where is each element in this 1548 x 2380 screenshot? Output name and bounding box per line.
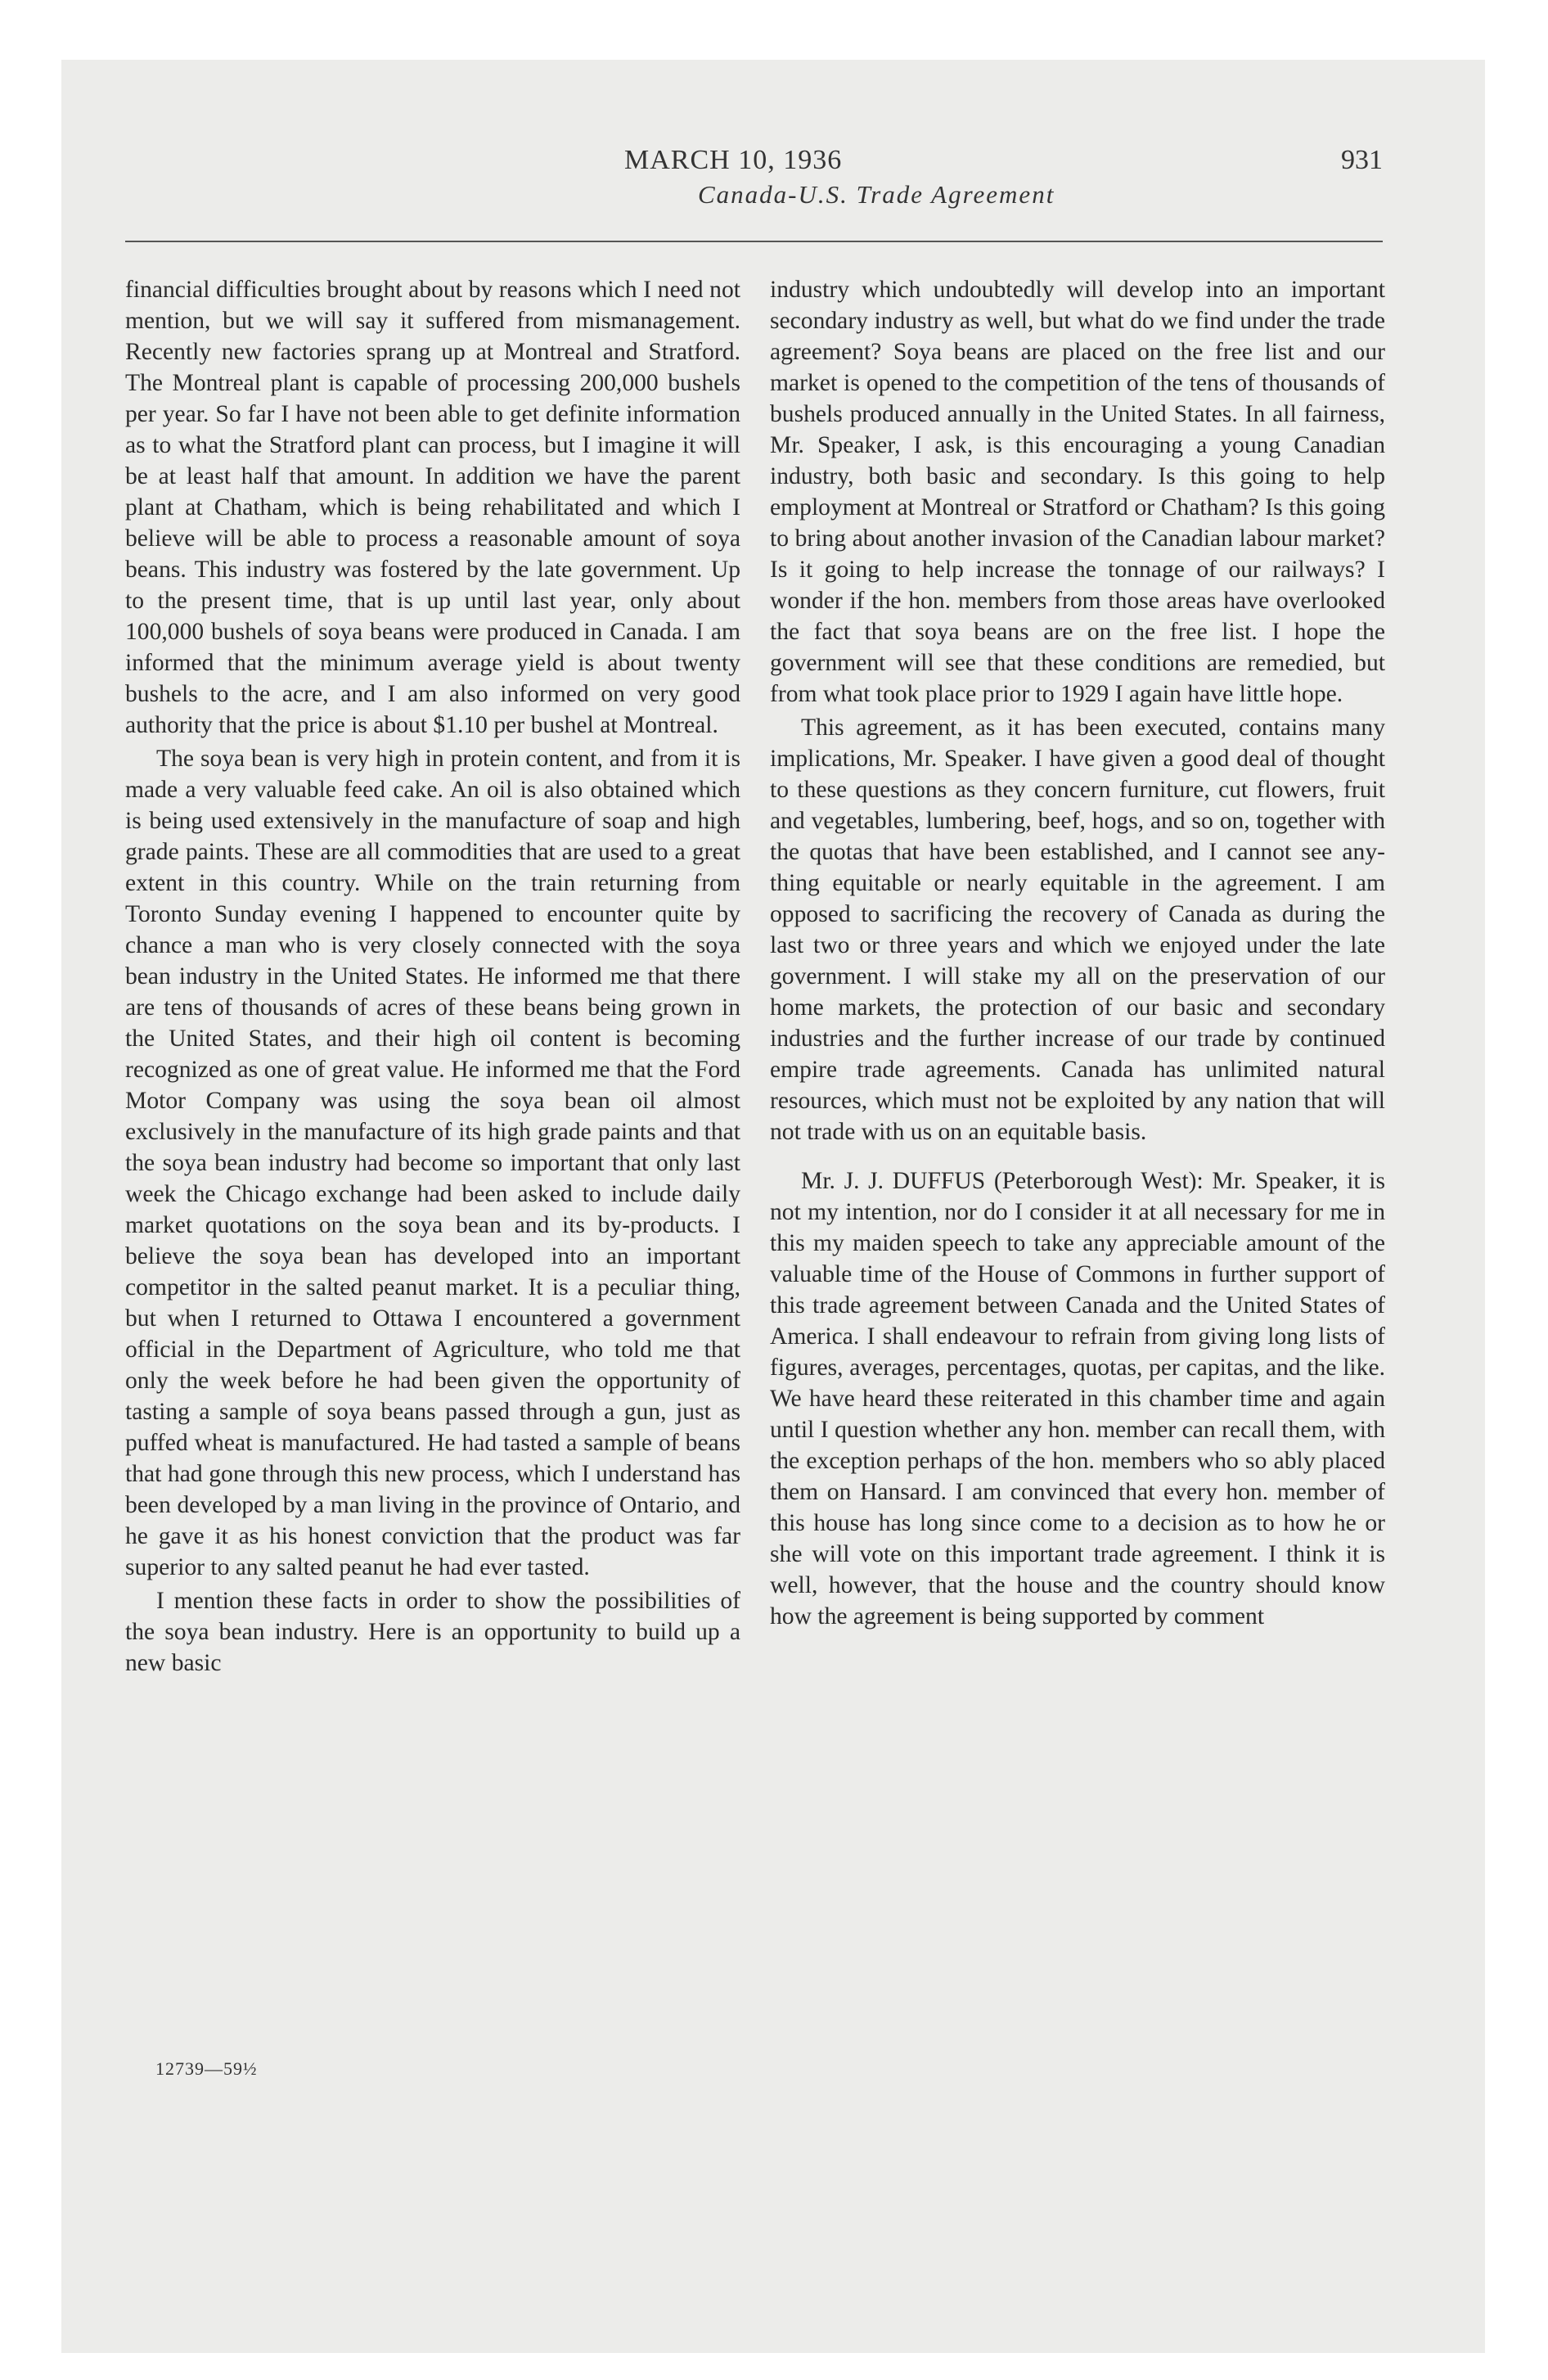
section-title: Canada-U.S. Trade Agreement	[698, 180, 1055, 209]
right-column	[770, 274, 1385, 1632]
page-header	[125, 112, 1383, 235]
left-column	[125, 274, 740, 1679]
paragraph: financial difficulties brought about by reasons which I need not mention, but we will say it suffered from mismanagement. Recently new factories sprang up at Montreal and Stratford. The Montreal plant is capable of processing 200,000 bushels per year. So far I have not been able to get definite information as to what the Stratford plant can process, but I imagine it will be at least half that amount. In addition we have the parent plant at Chatham, which is being rehabilitated and which I believe will be able to process a reasonable amount of soya beans. This industry was fostered by the late government. Up to the present time, that is up until last year, only about 100,000 bushels of soya beans were produced in Canada. I am informed that the minimum average yield is about twenty bushels to the acre, and I am also informed on very good authority that the price is about $1.10 per bushel at Montreal.	[125, 277, 740, 738]
paragraph: I mention these facts in order to show the possibilities of the soya bean industry. Here is an opportunity to build up a new basic	[125, 1588, 740, 1676]
speaker-paragraph: Mr. J. J. DUFFUS (Peterborough West): Mr. Speaker, it is not my intention, nor do I consider it at all necessary for me in this my maiden speech to take any appreciable amount of the valuable time of the House of Commons in further support of this trade agreement between Canada and the United States of America. I shall endeavour to refrain from giving long lists of figures, averages, percentages, quotas, per capitas, and the like. We have heard these reiterated in this chamber time and again until I question whether any hon. member can recall them, with the exception perhaps of the hon. members who so ably placed them on Hansard. I am convinced that every hon. member of this house has long since come to a decision as to how he or she will vote on this important trade agreement. I think it is well, however, that the house and the country should know how the agreement is being supported by comment	[770, 1168, 1385, 1629]
footnote-code: 12739—59½	[155, 2058, 258, 2079]
header-rule	[125, 241, 1383, 242]
paragraph: The soya bean is very high in protein content, and from it is made a very valuable feed cake. An oil is also obtained which is being used extensively in the manufacture of soap and high grade paints. These are all commodities that are used to a great extent in this country. While on the train returning from Toronto Sunday evening I happened to encounter quite by chance a man who is very closely connected with the soya bean industry in the United States. He informed me that there are tens of thousands of acres of these beans being grown in the United States, and their high oil content is becoming recognized as one of great value. He informed me that the Ford Motor Company was using the soya bean oil almost exclusively in the manufacture of its high grade paints and that the soya bean industry had become so important that only last week the Chicago exchange had been asked to include daily market quotations on the soya bean and its by-products. I believe the soya bean has developed into an important competitor in the salted peanut market. It is a peculiar thing, but when I returned to Ottawa I encountered a government official in the Department of Agriculture, who told me that only the week before he had been given the opportunity of tasting a sample of soya beans passed through a gun, just as puffed wheat is manufactured. He had tasted a sample of beans that had gone through this new process, which I understand has been developed by a man living in the province of Ontario, and he gave it as his honest conviction that the product was far superior to any salted peanut he had ever tasted.	[125, 746, 740, 1580]
paragraph: This agreement, as it has been executed, contains many implications, Mr. Speaker. I have given a good deal of thought to these questions as they concern furniture, cut flowers, fruit and vegetables, lumbering, beef, hogs, and so on, together with the quotas that have been established, and I cannot see anything equitable or nearly equitable in the agreement. I am opposed to sacrificing the recovery of Canada as during the last two or three years and which we enjoyed under the late government. I will stake my all on the preservation of our home markets, the protection of our basic and secondary industries and the further increase of our trade by continued empire trade agreements. Canada has unlimited natural resources, which must not be exploited by any nation that will not trade with us on an equitable basis.	[770, 714, 1385, 1145]
page-number: 931	[1341, 145, 1383, 175]
header-date: MARCH 10, 1936	[624, 145, 843, 175]
paragraph: industry which undoubtedly will develop into an important secondary industry as well, but what do we find under the trade agreement? Soya beans are placed on the free list and our market is opened to the competition of the tens of thousands of bushels produced annually in the United States. In all fairness, Mr. Speaker, I ask, is this encouraging a young Canadian industry, both basic and secondary. Is this going to help employment at Montreal or Stratford or Chatham? Is this going to bring about another invasion of the Canadian labour market? Is it going to help increase the tonnage of our railways? I wonder if the hon. members from those areas have overlooked the fact that soya beans are on the free list. I hope the government will see that these conditions are remedied, but from what took place prior to 1929 I again have little hope.	[770, 277, 1385, 707]
